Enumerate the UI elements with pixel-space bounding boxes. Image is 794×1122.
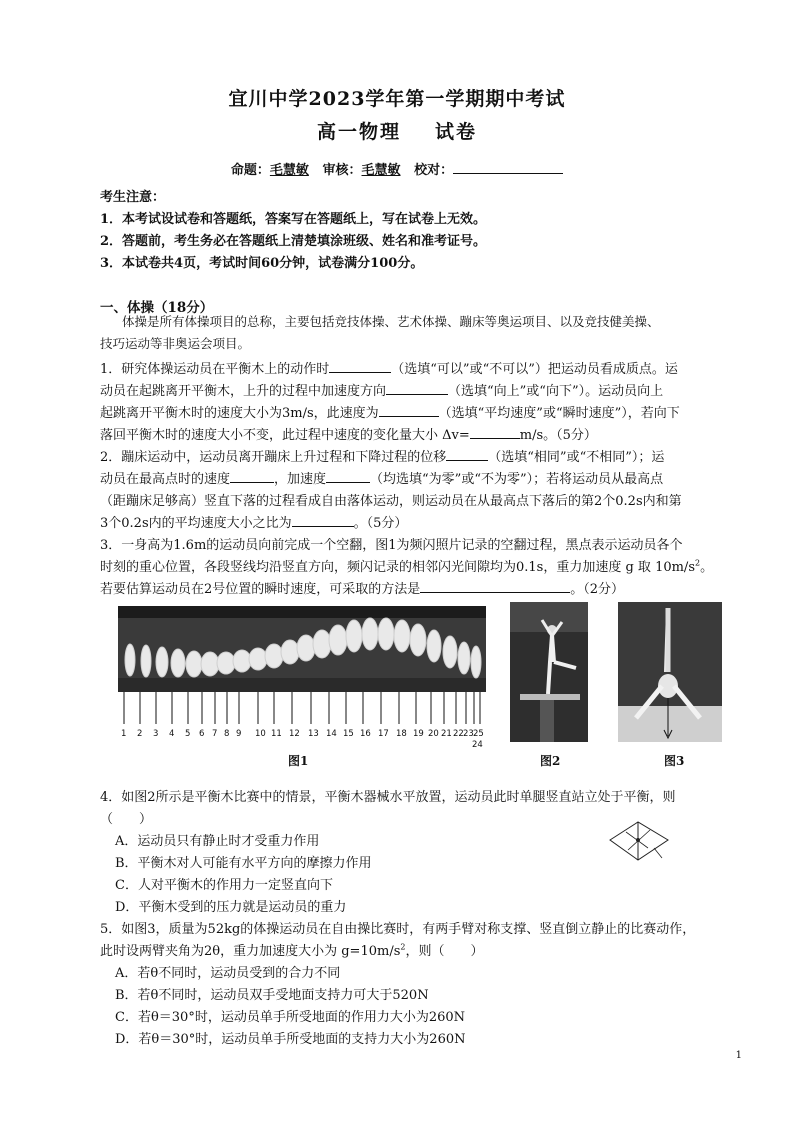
notes-title: 考生注意： [100,190,166,205]
author-line [0,159,794,178]
figure-1-tick-label: 16 [360,729,371,739]
figure-1-tick-label: 10 [255,729,266,739]
figure-1-tick-label: 17 [378,729,389,739]
answer-blank [292,514,354,527]
figure-1-tick-label: 5 [185,729,191,739]
proof-blank [453,161,563,174]
handstand-image [618,602,722,742]
q5-choice-c: C．若θ＝30°时，运动员单手所受地面的作用力大小为260N [115,1010,466,1025]
proof-label: 校对： [414,163,454,178]
q2-line: 动员在最高点时的速度 ，加速度 （均选填“为零”或“不为零”）；若将运动员从最高点 [100,472,664,487]
figure-1-tick-label: 9 [236,729,242,739]
figure-1-tick-label: 11 [271,729,282,739]
answer-blank [386,382,448,395]
figure-1-tick-label: 18 [396,729,407,739]
q5-stem: 5．如图3，质量为52kg的体操运动员在自由操比赛时，有两手臂对称支撑、竖直倒立静止的比赛动作， [100,922,696,937]
reviewer-label: 审核： [322,163,362,178]
figure-1-tick-label: 3 [153,729,159,739]
q5-choice-b: B．若θ不同时，运动员双手受地面支持力可大于520N [115,988,429,1003]
figure-1-tick-label: 2 [137,729,143,739]
q2-line: 2．蹦床运动中，运动员离开蹦床上升过程和下降过程的位移 （选填“相同”或“不相同”）；运 [100,450,665,465]
q4-choice-c: C．人对平衡木的作用力一定竖直向下 [115,878,333,893]
q5-choice-d: D．若θ＝30°时，运动员单手所受地面的支持力大小为260N [115,1032,466,1047]
note-item: 2．答题前，考生务必在答题纸上清楚填涂班级、姓名和准考证号。 [100,234,487,249]
q4-choice-b: B．平衡木对人可能有水平方向的摩擦力作用 [115,856,372,871]
exam-subtitle [0,117,794,144]
figure-1-tick-label: 15 [343,729,354,739]
q3-line: 3．一身高为1.6m的运动员向前完成一个空翻，图1为频闪照片记录的空翻过程，黑点表示运动员各个 [100,538,683,553]
figure-3-caption: 图3 [664,754,685,768]
q1-line: 落回平衡木时的速度大小不变，此过程中速度的变化量大小 Δv= m/s。（5分） [100,428,597,443]
section-intro: 体操是所有体操项目的总称，主要包括竞技体操、艺术体操、蹦床等奥运项目、以及竞技健美操、 [122,314,660,329]
q4-choice-a: A．运动员只有静止时才受重力作用 [115,834,320,849]
figure-2-balance-beam-photo [510,602,588,742]
force-diagram-sketch [604,818,674,866]
figure-1-tick-label: 14 [326,729,337,739]
section-title: 一、体操（18分） [100,300,214,316]
q4-paren: （ ） [100,812,153,827]
figure-1-tick-label: 19 [413,729,424,739]
answer-blank [329,360,391,373]
q4-stem: 4．如图2所示是平衡木比赛中的情景，平衡木器械水平放置，运动员此时单腿竖直站立处于平衡，则 [100,790,676,805]
reviewer-name: 毛慧敏 [361,163,401,178]
author-name: 毛慧敏 [269,163,309,178]
q1-line: 动员在起跳离开平衡木，上升的过程中加速度方向 （选填“向上”或“向下”）。运动员向上 [100,384,664,399]
q2-line: 3个0.2s内的平均速度大小之比为 。（5分） [100,516,408,531]
force-sketch [604,818,674,866]
q1-line: 1．研究体操运动员在平衡木上的动作时 （选填“可以”或“不可以”）把运动员看成质点。运 [100,362,678,377]
answer-blank [470,426,520,439]
figure-1-tick-label-extra: 24 [472,740,483,750]
figure-1-tick-label: 7 [212,729,218,739]
q3-line: 时刻的重心位置，各段竖线均沿竖直方向，频闪记录的相邻闪光间隙均为0.1s，重力加速度 g 取 $10m/s^2$。 [100,558,714,575]
answer-blank [379,404,439,417]
author-label: 命题： [230,163,270,178]
note-item: 3．本试卷共4页，考试时间60分钟，试卷满分100分。 [100,256,424,271]
answer-blank [326,470,370,483]
answer-blank [446,448,488,461]
page-number: 1 [735,1050,742,1061]
figure-1-tick-label: 1 [121,729,127,739]
figure-2-caption: 图2 [540,754,561,768]
figure-1-tick-label: 12 [289,729,300,739]
answer-blank [420,580,570,593]
figure-3-handstand-photo [618,602,722,742]
q1-line: 起跳离开平衡木时的速度大小为3m/s，此速度为 （选填“平均速度”或“瞬时速度”），若向下 [100,406,680,421]
figure-1-strobe-photo [118,606,486,728]
figure-1-tick-label: 22 [453,729,464,739]
figure-1-tick-label: 23 [463,729,474,739]
section-intro-cont: 技巧运动等非奥运会项目。 [100,336,251,351]
figure-1-tick-label: 25 [473,729,484,739]
paper-label: 试卷 [435,121,478,143]
figure-1-tick-label: 13 [308,729,319,739]
q5-stem-cont: 此时设两臂夹角为2θ，重力加速度大小为 $g=10m/s^2$，则（ ） [100,942,484,959]
q2-line: （距蹦床足够高）竖直下落的过程看成自由落体运动，则运动员在从最高点下落后的第2个0.2s内和第 [100,494,682,509]
subject-label: 高一物理 [316,121,401,143]
exam-title: 宜川中学2023学年第一学期期中考试 [228,88,566,110]
q3-line: 若要估算运动员在2号位置的瞬时速度，可采取的方法是 。（2分） [100,582,625,597]
note-item: 1．本考试设试卷和答题纸，答案写在答题纸上，写在试卷上无效。 [100,212,487,227]
figure-1-tick-label: 6 [199,729,205,739]
figure-1-tick-label: 21 [441,729,452,739]
figure-1-tick-label: 4 [169,729,175,739]
figure-1-caption: 图1 [288,754,309,768]
answer-blank [230,470,274,483]
figure-1-tick-label: 8 [224,729,230,739]
strobe-image [118,606,486,728]
figure-1-tick-label: 20 [428,729,439,739]
q5-choice-a: A．若θ不同时，运动员受到的合力不同 [115,966,341,981]
q4-choice-d: D．平衡木受到的压力就是运动员的重力 [115,900,347,915]
balance-beam-image [510,602,588,742]
